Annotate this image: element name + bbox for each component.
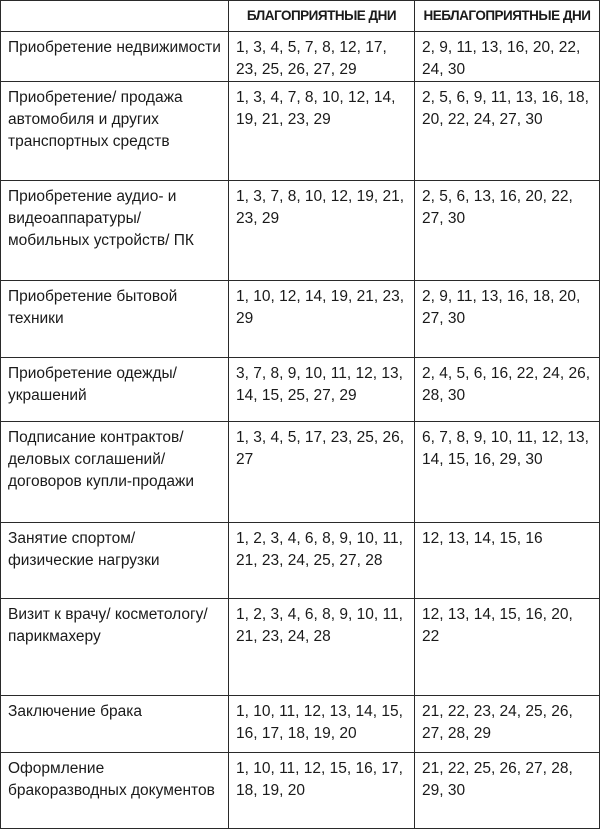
unfavorable-cell: 2, 5, 6, 13, 16, 20, 22, 27, 30: [415, 181, 600, 281]
activity-cell: Приобретение недвижимости: [1, 32, 229, 82]
table-row: [1, 599, 600, 696]
activity-cell: Оформление бракоразводных документов: [1, 753, 229, 829]
unfavorable-cell: 12, 13, 14, 15, 16: [415, 523, 600, 599]
table-row: [1, 281, 600, 358]
favorable-cell: 1, 3, 7, 8, 10, 12, 19, 21, 23, 29: [229, 181, 415, 281]
unfavorable-cell: 2, 9, 11, 13, 16, 20, 22, 24, 30: [415, 32, 600, 82]
favorable-cell: 1, 10, 11, 12, 15, 16, 17, 18, 19, 20: [229, 753, 415, 829]
header-row: [1, 1, 600, 32]
table-row: [1, 422, 600, 523]
activity-cell: Заключение брака: [1, 696, 229, 753]
header-favorable: БЛАГОПРИЯТНЫЕ ДНИ: [229, 1, 415, 32]
table-row: [1, 753, 600, 829]
favorable-cell: 1, 3, 4, 5, 7, 8, 12, 17, 23, 25, 26, 27, 29: [229, 32, 415, 82]
unfavorable-cell: 21, 22, 25, 26, 27, 28, 29, 30: [415, 753, 600, 829]
header-unfavorable: НЕБЛАГОПРИЯТНЫЕ ДНИ: [415, 1, 600, 32]
activity-cell: Приобретение аудио- и видеоаппаратуры/ мобильных устройств/ ПК: [1, 181, 229, 281]
favorable-cell: 1, 3, 4, 5, 17, 23, 25, 26, 27: [229, 422, 415, 523]
table-row: [1, 523, 600, 599]
table-row: [1, 696, 600, 753]
favorable-cell: 1, 2, 3, 4, 6, 8, 9, 10, 11, 21, 23, 24, 25, 27, 28: [229, 523, 415, 599]
unfavorable-cell: 2, 5, 6, 9, 11, 13, 16, 18, 20, 22, 24, 27, 30: [415, 82, 600, 181]
favorable-cell: 3, 7, 8, 9, 10, 11, 12, 13, 14, 15, 25, 27, 29: [229, 358, 415, 422]
unfavorable-cell: 2, 4, 5, 6, 16, 22, 24, 26, 28, 30: [415, 358, 600, 422]
unfavorable-cell: 21, 22, 23, 24, 25, 26, 27, 28, 29: [415, 696, 600, 753]
activity-cell: Приобретение бытовой техники: [1, 281, 229, 358]
table-row: [1, 358, 600, 422]
table-row: [1, 82, 600, 181]
favorable-cell: 1, 2, 3, 4, 6, 8, 9, 10, 11, 21, 23, 24, 28: [229, 599, 415, 696]
unfavorable-cell: 6, 7, 8, 9, 10, 11, 12, 13, 14, 15, 16, 29, 30: [415, 422, 600, 523]
activity-cell: Визит к врачу/ косметологу/ парикмахеру: [1, 599, 229, 696]
favorable-cell: 1, 10, 12, 14, 19, 21, 23, 29: [229, 281, 415, 358]
unfavorable-cell: 2, 9, 11, 13, 16, 18, 20, 27, 30: [415, 281, 600, 358]
activity-cell: Занятие спортом/ физические нагрузки: [1, 523, 229, 599]
table-row: [1, 32, 600, 82]
activity-cell: Подписание контрактов/ деловых соглашений/ договоров купли-продажи: [1, 422, 229, 523]
activity-cell: Приобретение одежды/ украшений: [1, 358, 229, 422]
table-row: [1, 181, 600, 281]
favorable-cell: 1, 3, 4, 7, 8, 10, 12, 14, 19, 21, 23, 29: [229, 82, 415, 181]
favorable-cell: 1, 10, 11, 12, 13, 14, 15, 16, 17, 18, 19, 20: [229, 696, 415, 753]
activity-cell: Приобретение/ продажа автомобиля и других транспортных средств: [1, 82, 229, 181]
header-activity: [1, 1, 229, 32]
unfavorable-cell: 12, 13, 14, 15, 16, 20, 22: [415, 599, 600, 696]
